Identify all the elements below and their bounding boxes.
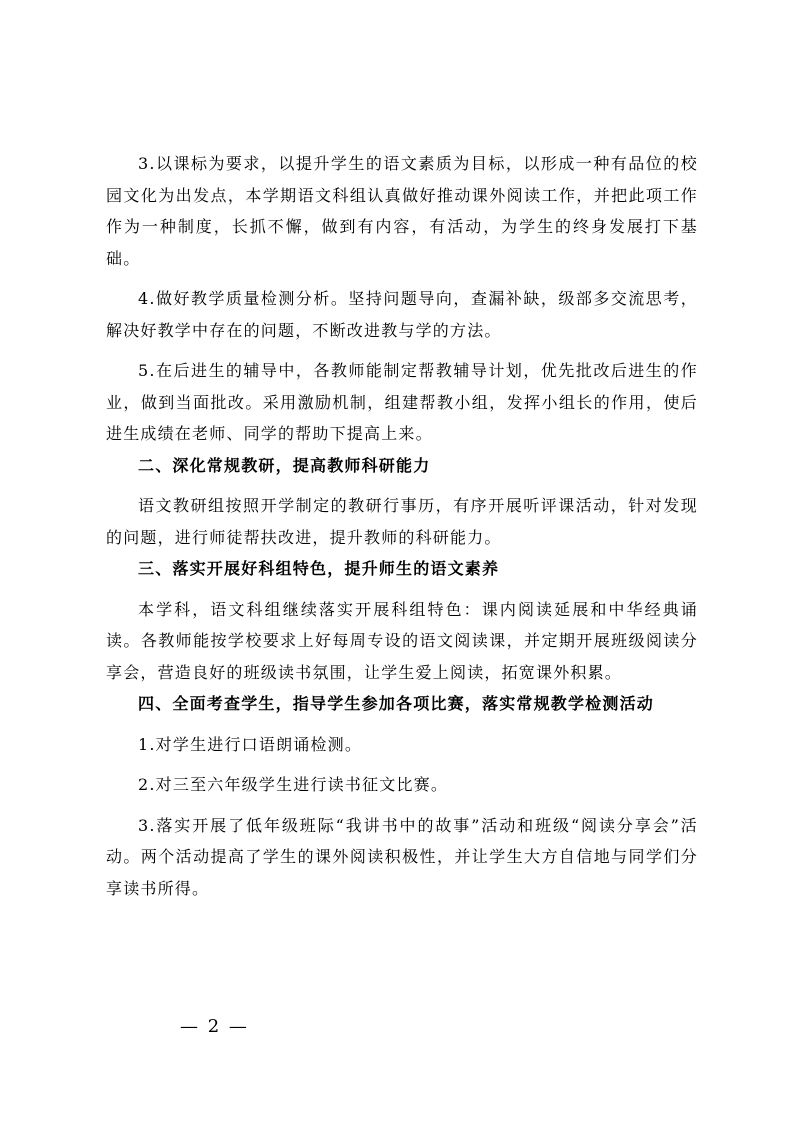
- section-heading-2: 二、深化常规教研，提高教师科研能力: [138, 455, 431, 475]
- page-number: — 2 —: [180, 1016, 249, 1037]
- paragraph-item-5: 5.在后进生的辅导中，各教师能制定帮教辅导计划，优先批改后进生的作业，做到当面批改。采用激励机制，组建帮教小组，发挥小组长的作用，使后进生成绩在老师、同学的帮助下提高上来。: [106, 361, 698, 443]
- paragraph-list-3: 3.落实开展了低年级班际“我讲书中的故事”活动和班级“阅读分享会”活动。两个活动提高了学生的课外阅读积极性，并让学生大方自信地与同学们分享读书所得。: [106, 815, 698, 898]
- section-heading-4: 四、全面考查学生，指导学生参加各项比赛，落实常规教学检测活动: [138, 694, 655, 713]
- paragraph-item-4: 4.做好教学质量检测分析。坚持问题导向，查漏补缺，级部多交流思考，解决好教学中存在的问题，不断改进教与学的方法。: [106, 289, 698, 340]
- paragraph-item-3: 3.以课标为要求，以提升学生的语文素质为目标，以形成一种有品位的校园文化为出发点，本学期语文科组认真做好推动课外阅读工作，并把此项工作作为一种制度，长抓不懈，做到有内容，有活动，为学生的终身发展打下基础。: [106, 154, 698, 268]
- document-body: [106, 148, 698, 904]
- section-heading-3: 三、落实开展好科组特色，提升师生的语文素养: [138, 559, 500, 578]
- paragraph-list-1: 1.对学生进行口语朗诵检测。: [138, 734, 363, 754]
- paragraph-features: 本学科，语文科组继续落实开展科组特色：课内阅读延展和中华经典诵读。各教师能按学校要求上好每周专设的语文阅读课，并定期开展班级阅读分享会，营造良好的班级读书氛围，让学生爱上阅读，拓宽课外积累。: [106, 599, 698, 682]
- paragraph-list-2: 2.对三至六年级学生进行读书征文比赛。: [138, 775, 449, 794]
- paragraph-research: 语文教研组按照开学制定的教研行事历，有序开展听评课活动，针对发现的问题，进行师徒帮扶改进，提升教师的科研能力。: [106, 496, 698, 547]
